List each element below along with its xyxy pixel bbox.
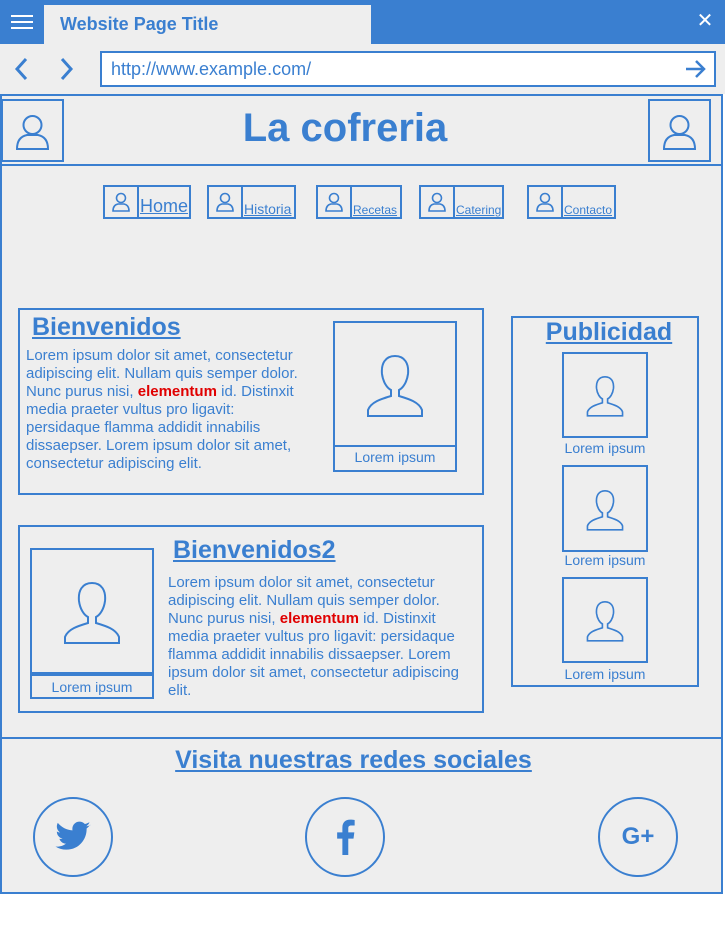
highlight-word: elementum: [137, 383, 217, 400]
person-placeholder-icon: [579, 594, 631, 646]
google-plus-button[interactable]: [598, 797, 678, 877]
welcome2-image: [30, 548, 154, 674]
user-icon: [209, 187, 243, 217]
welcome-heading[interactable]: Bienvenidos: [32, 313, 181, 341]
tab-title: Website Page Title: [60, 14, 219, 34]
google-plus-icon: G+: [621, 823, 655, 850]
facebook-button[interactable]: [305, 797, 385, 877]
go-arrow-icon[interactable]: [684, 56, 708, 82]
ad-image-2[interactable]: [562, 465, 648, 552]
welcome2-text: Lorem ipsum dolor sit amet, consectetur adipiscing elit. Nullam quis semper dolor. Nunc purus nisi, elementum id. Distinxit media praeter vultus pro ligavit: persidaque flamma addidit innabilis dissaepser. Lorem ipsum dolor sit amet, consectetur adipiscing elit.: [168, 574, 459, 699]
menu-icon[interactable]: [0, 0, 44, 44]
header-right-avatar[interactable]: [648, 99, 711, 162]
user-icon: [529, 187, 563, 217]
nav-item-historia[interactable]: [207, 185, 296, 219]
facebook-icon: [334, 819, 356, 855]
nav-item-home[interactable]: [103, 185, 191, 219]
ad-caption-2: Lorem ipsum: [564, 552, 646, 568]
user-icon: [105, 187, 139, 217]
nav-item-recetas[interactable]: [316, 185, 402, 219]
welcome-image-caption: Lorem ipsum: [333, 446, 457, 472]
welcome2-heading[interactable]: Bienvenidos2: [173, 536, 336, 564]
person-placeholder-icon: [579, 369, 631, 421]
person-placeholder-icon: [355, 344, 435, 424]
twitter-icon: [54, 821, 92, 853]
ad-caption-3: Lorem ipsum: [564, 666, 646, 682]
person-placeholder-icon: [579, 483, 631, 535]
welcome2-image-caption: Lorem ipsum: [30, 674, 154, 699]
user-icon: [650, 101, 709, 160]
twitter-button[interactable]: [33, 797, 113, 877]
nav-label: Historia: [244, 201, 292, 217]
welcome-text: Lorem ipsum dolor sit amet, consectetur adipiscing elit. Nullam quis semper dolor. Nunc purus nisi, elementum id. Distinxit media praeter vultus pro ligavit: persidaque flamma addidit innabilis dissaepser. Lorem ipsum dolor sit amet, consectetur adipiscing elit.: [26, 347, 298, 472]
address-bar-url[interactable]: http://www.example.com/: [111, 59, 312, 79]
user-icon: [421, 187, 455, 217]
ad-image-3[interactable]: [562, 577, 648, 663]
ad-caption-1: Lorem ipsum: [564, 440, 646, 456]
back-arrow-icon[interactable]: [10, 54, 34, 84]
nav-label: Home: [140, 196, 189, 216]
site-title: La cofreria: [242, 106, 448, 150]
nav-label: Contacto: [564, 203, 613, 217]
nav-label: Catering: [456, 203, 502, 217]
nav-item-catering[interactable]: [419, 185, 504, 219]
footer-title[interactable]: Visita nuestras redes sociales: [175, 746, 532, 774]
nav-item-contacto[interactable]: [527, 185, 616, 219]
forward-arrow-icon[interactable]: [54, 54, 78, 84]
highlight-word: elementum: [279, 610, 359, 627]
nav-label: Recetas: [353, 203, 398, 217]
user-icon: [318, 187, 352, 217]
person-placeholder-icon: [52, 571, 132, 651]
ad-image-1[interactable]: [562, 352, 648, 438]
footer-divider: [0, 737, 723, 739]
ads-heading[interactable]: Publicidad: [545, 318, 673, 346]
welcome-image: [333, 321, 457, 447]
close-icon[interactable]: ✕: [696, 10, 714, 32]
